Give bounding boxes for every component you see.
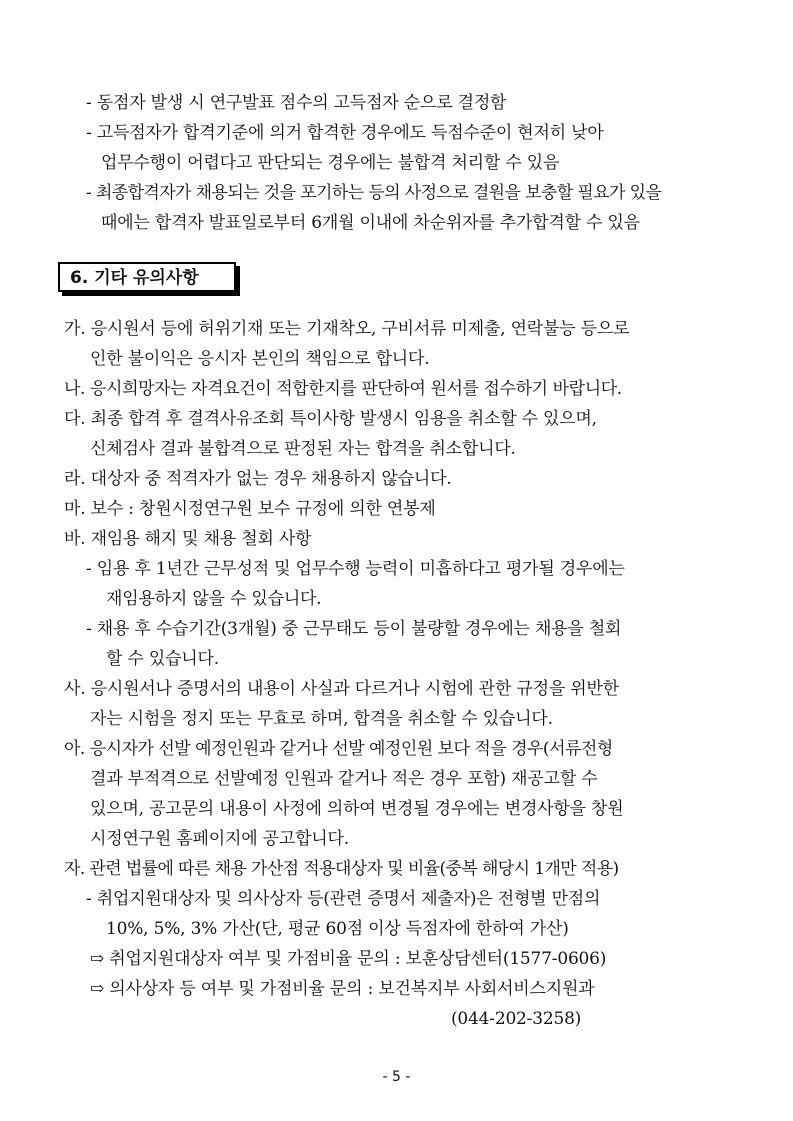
item-a-cont3: 시정연구원 홈페이지에 공고합니다. bbox=[90, 829, 349, 849]
item-ja-sub-cont: 10%, 5%, 3% 가산(단, 평균 60점 이상 득점자에 한하여 가산) bbox=[106, 919, 569, 939]
rule-low-score-cont: 업무수행이 어렵다고 판단되는 경우에는 불합격 처리할 수 있음 bbox=[101, 153, 560, 173]
item-a-cont2: 있으며, 공고문의 내용이 사정에 의하여 변경될 경우에는 변경사항을 창원 bbox=[90, 799, 624, 819]
item-ba: 바. 재임용 해지 및 채용 철회 사항 bbox=[64, 529, 312, 549]
item-na: 나. 응시희망자는 자격요건이 적합한지를 판단하여 원서를 접수하기 바랍니다. bbox=[64, 379, 622, 399]
rule-additional-pass-cont: 때에는 합격자 발표일로부터 6개월 이내에 차순위자를 추가합격할 수 있음 bbox=[101, 213, 640, 233]
inquiry-veterans: ⇨ 취업지원대상자 여부 및 가점비율 문의 : 보훈상담센터(1577-0606) bbox=[90, 949, 607, 969]
item-a: 아. 응시자가 선발 예정인원과 같거나 선발 예정인원 보다 적을 경우(서류전형 bbox=[64, 739, 613, 759]
item-sa-cont: 자는 시험을 정지 또는 무효로 하며, 합격을 취소할 수 있습니다. bbox=[90, 709, 553, 729]
item-da-cont: 신체검사 결과 불합격으로 판정된 자는 합격을 취소합니다. bbox=[90, 439, 516, 459]
section-title: 6. 기타 유의사항 bbox=[70, 268, 199, 288]
item-ra: 라. 대상자 중 적격자가 없는 경우 채용하지 않습니다. bbox=[64, 469, 452, 489]
item-ja: 자. 관련 법률에 따른 채용 가산점 적용대상자 및 비율(중복 해당시 1개만 적용) bbox=[64, 859, 619, 879]
inquiry-welfare: ⇨ 의사상자 등 여부 및 가점비율 문의 : 보건복지부 사회서비스지원과 bbox=[90, 979, 595, 999]
item-ba-sub2: - 채용 후 수습기간(3개월) 중 근무태도 등이 불량할 경우에는 채용을 철회 bbox=[86, 619, 622, 639]
item-ja-sub: - 취업지원대상자 및 의사상자 등(관련 증명서 제출자)은 전형별 만점의 bbox=[86, 889, 601, 909]
rule-additional-pass: - 최종합격자가 채용되는 것을 포기하는 등의 사정으로 결원을 보충할 필요가 있을 bbox=[86, 183, 662, 203]
page-number: - 5 - bbox=[382, 1069, 411, 1085]
inquiry-welfare-phone: (044-202-3258) bbox=[451, 1009, 582, 1029]
item-ba-sub1: - 임용 후 1년간 근무성적 및 업무수행 능력이 미흡하다고 평가될 경우에는 bbox=[86, 559, 625, 579]
item-a-cont1: 결과 부적격으로 선발예정 인원과 같거나 적은 경우 포함) 재공고할 수 bbox=[90, 769, 598, 789]
item-ga: 가. 응시원서 등에 허위기재 또는 기재착오, 구비서류 미제출, 연락불능 등으로 bbox=[64, 319, 630, 339]
item-ba-sub1-cont: 재임용하지 않을 수 있습니다. bbox=[106, 589, 322, 609]
rule-low-score: - 고득점자가 합격기준에 의거 합격한 경우에도 득점수준이 현저히 낮아 bbox=[86, 123, 604, 143]
item-ga-cont: 인한 불이익은 응시자 본인의 책임으로 합니다. bbox=[90, 349, 430, 369]
item-sa: 사. 응시원서나 증명서의 내용이 사실과 다르거나 시험에 관한 규정을 위반한 bbox=[64, 679, 619, 699]
item-da: 다. 최종 합격 후 결격사유조회 특이사항 발생시 임용을 취소할 수 있으며, bbox=[64, 409, 597, 429]
rule-tie-break: - 동점자 발생 시 연구발표 점수의 고득점자 순으로 결정함 bbox=[86, 93, 507, 113]
item-ba-sub2-cont: 할 수 있습니다. bbox=[106, 649, 219, 669]
section-heading-box bbox=[58, 262, 236, 292]
item-ma: 마. 보수 : 창원시정연구원 보수 규정에 의한 연봉제 bbox=[64, 499, 436, 519]
